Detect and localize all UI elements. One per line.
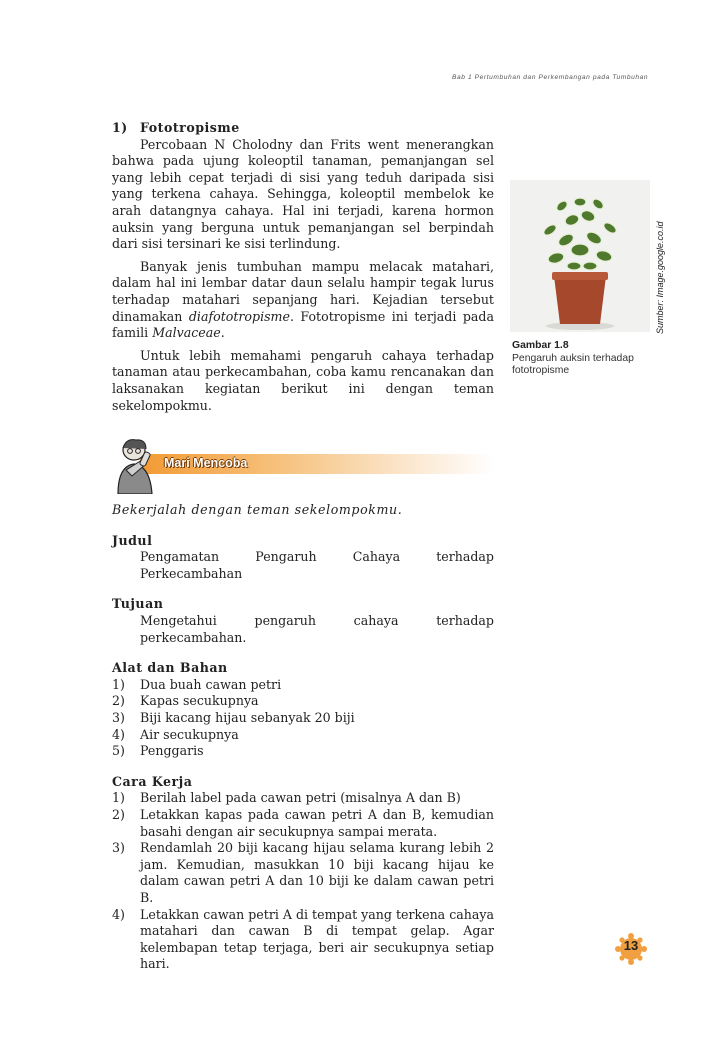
paragraph-3: Untuk lebih memahami pengaruh cahaya terhadap tanaman atau perkecambahan, coba kamu rencanakan dan laksanakan kegiatan berikut ini dengan teman sekelompokmu. (112, 347, 494, 413)
alat-list (112, 677, 494, 760)
list-item: 5) Penggaris (112, 743, 204, 759)
activity-intro: Bekerjalah dengan teman sekelompokmu. (112, 502, 403, 518)
judul-text: Pengamatan Pengaruh Cahaya terhadap Perkecambahan (140, 549, 494, 581)
list-item: 3) Rendamlah 20 biji kacang hijau selama kurang lebih 2 jam. Kemudian, masukkan 10 biji kacang hijau ke dalam cawan petri A dan 10 biji ke dalam cawan petri B. (112, 840, 494, 905)
plant-photo (510, 180, 650, 332)
main-column (112, 120, 494, 973)
judul-heading: Judul (112, 532, 153, 548)
list-item: 3) Biji kacang hijau sebanyak 20 biji (112, 710, 355, 726)
cara-list (112, 790, 494, 973)
term-malvaceae: Malvaceae (152, 325, 221, 341)
caption-text: Pengaruh auksin terhadap fototropisme (512, 352, 634, 376)
list-item: 4) Letakkan cawan petri A di tempat yang terkena cahaya matahari dan cawan B di tempat gelap. Agar kelembapan tetap terjaga, beri air secukupnya setiap hari. (112, 906, 494, 972)
list-item: 2) Letakkan kapas pada cawan petri A dan B, kemudian basahi dengan air secukupnya sampai merata. (112, 807, 494, 839)
list-item: 1) Berilah label pada cawan petri (misalnya A dan B) (112, 790, 461, 806)
paragraph-1: Percobaan N Cholodny dan Frits went menerangkan bahwa pada ujung koleoptil tanaman, pemanjangan sel yang lebih cepat terjadi di sisi yang teduh daripada sisi yang terkena cahaya. Sehingga, koleoptil membelok ke arah datangnya cahaya. Hal ini terjadi, karena hormon auksin yang berguna untuk pemanjangan sel berpindah dari sisi tersinari ke sisi terlindung. (112, 136, 494, 252)
list-item: 4) Air secukupnya (112, 726, 239, 742)
section-title: Fototropisme (140, 120, 240, 135)
activity-banner (112, 436, 494, 494)
tujuan-heading: Tujuan (112, 596, 164, 612)
paragraph-2: Banyak jenis tumbuhan mampu melacak matahari, dalam hal ini lembar datar daun selalu hampir tegak lurus terhadap matahari sepanjang hari. Kejadian tersebut dinamakan diafototropisme. Fototropisme ini terjadi pada famili Malvaceae. (112, 258, 494, 341)
section-number: 1) (112, 120, 128, 135)
cara-heading: Cara Kerja (112, 773, 193, 789)
caption-title: Gambar 1.8 (512, 340, 569, 351)
section-heading (112, 120, 494, 137)
running-header: Bab 1 Pertumbuhan dan Perkembangan pada Tumbuhan (452, 74, 649, 81)
tujuan-text: Mengetahui pengaruh cahaya terhadap perkecambahan. (140, 613, 494, 645)
scientist-illustration (112, 436, 160, 494)
alat-heading: Alat dan Bahan (112, 660, 228, 676)
list-item: 1) Dua buah cawan petri (112, 676, 282, 692)
image-credit: Sumber: Image.google.co.id (655, 221, 665, 334)
banner-label: Mari Mencoba (164, 456, 248, 471)
page-number: 13 (623, 938, 639, 953)
term-diafototropisme: diafototropisme (188, 308, 290, 324)
list-item: 2) Kapas secukupnya (112, 693, 259, 709)
figure-caption (512, 340, 662, 378)
